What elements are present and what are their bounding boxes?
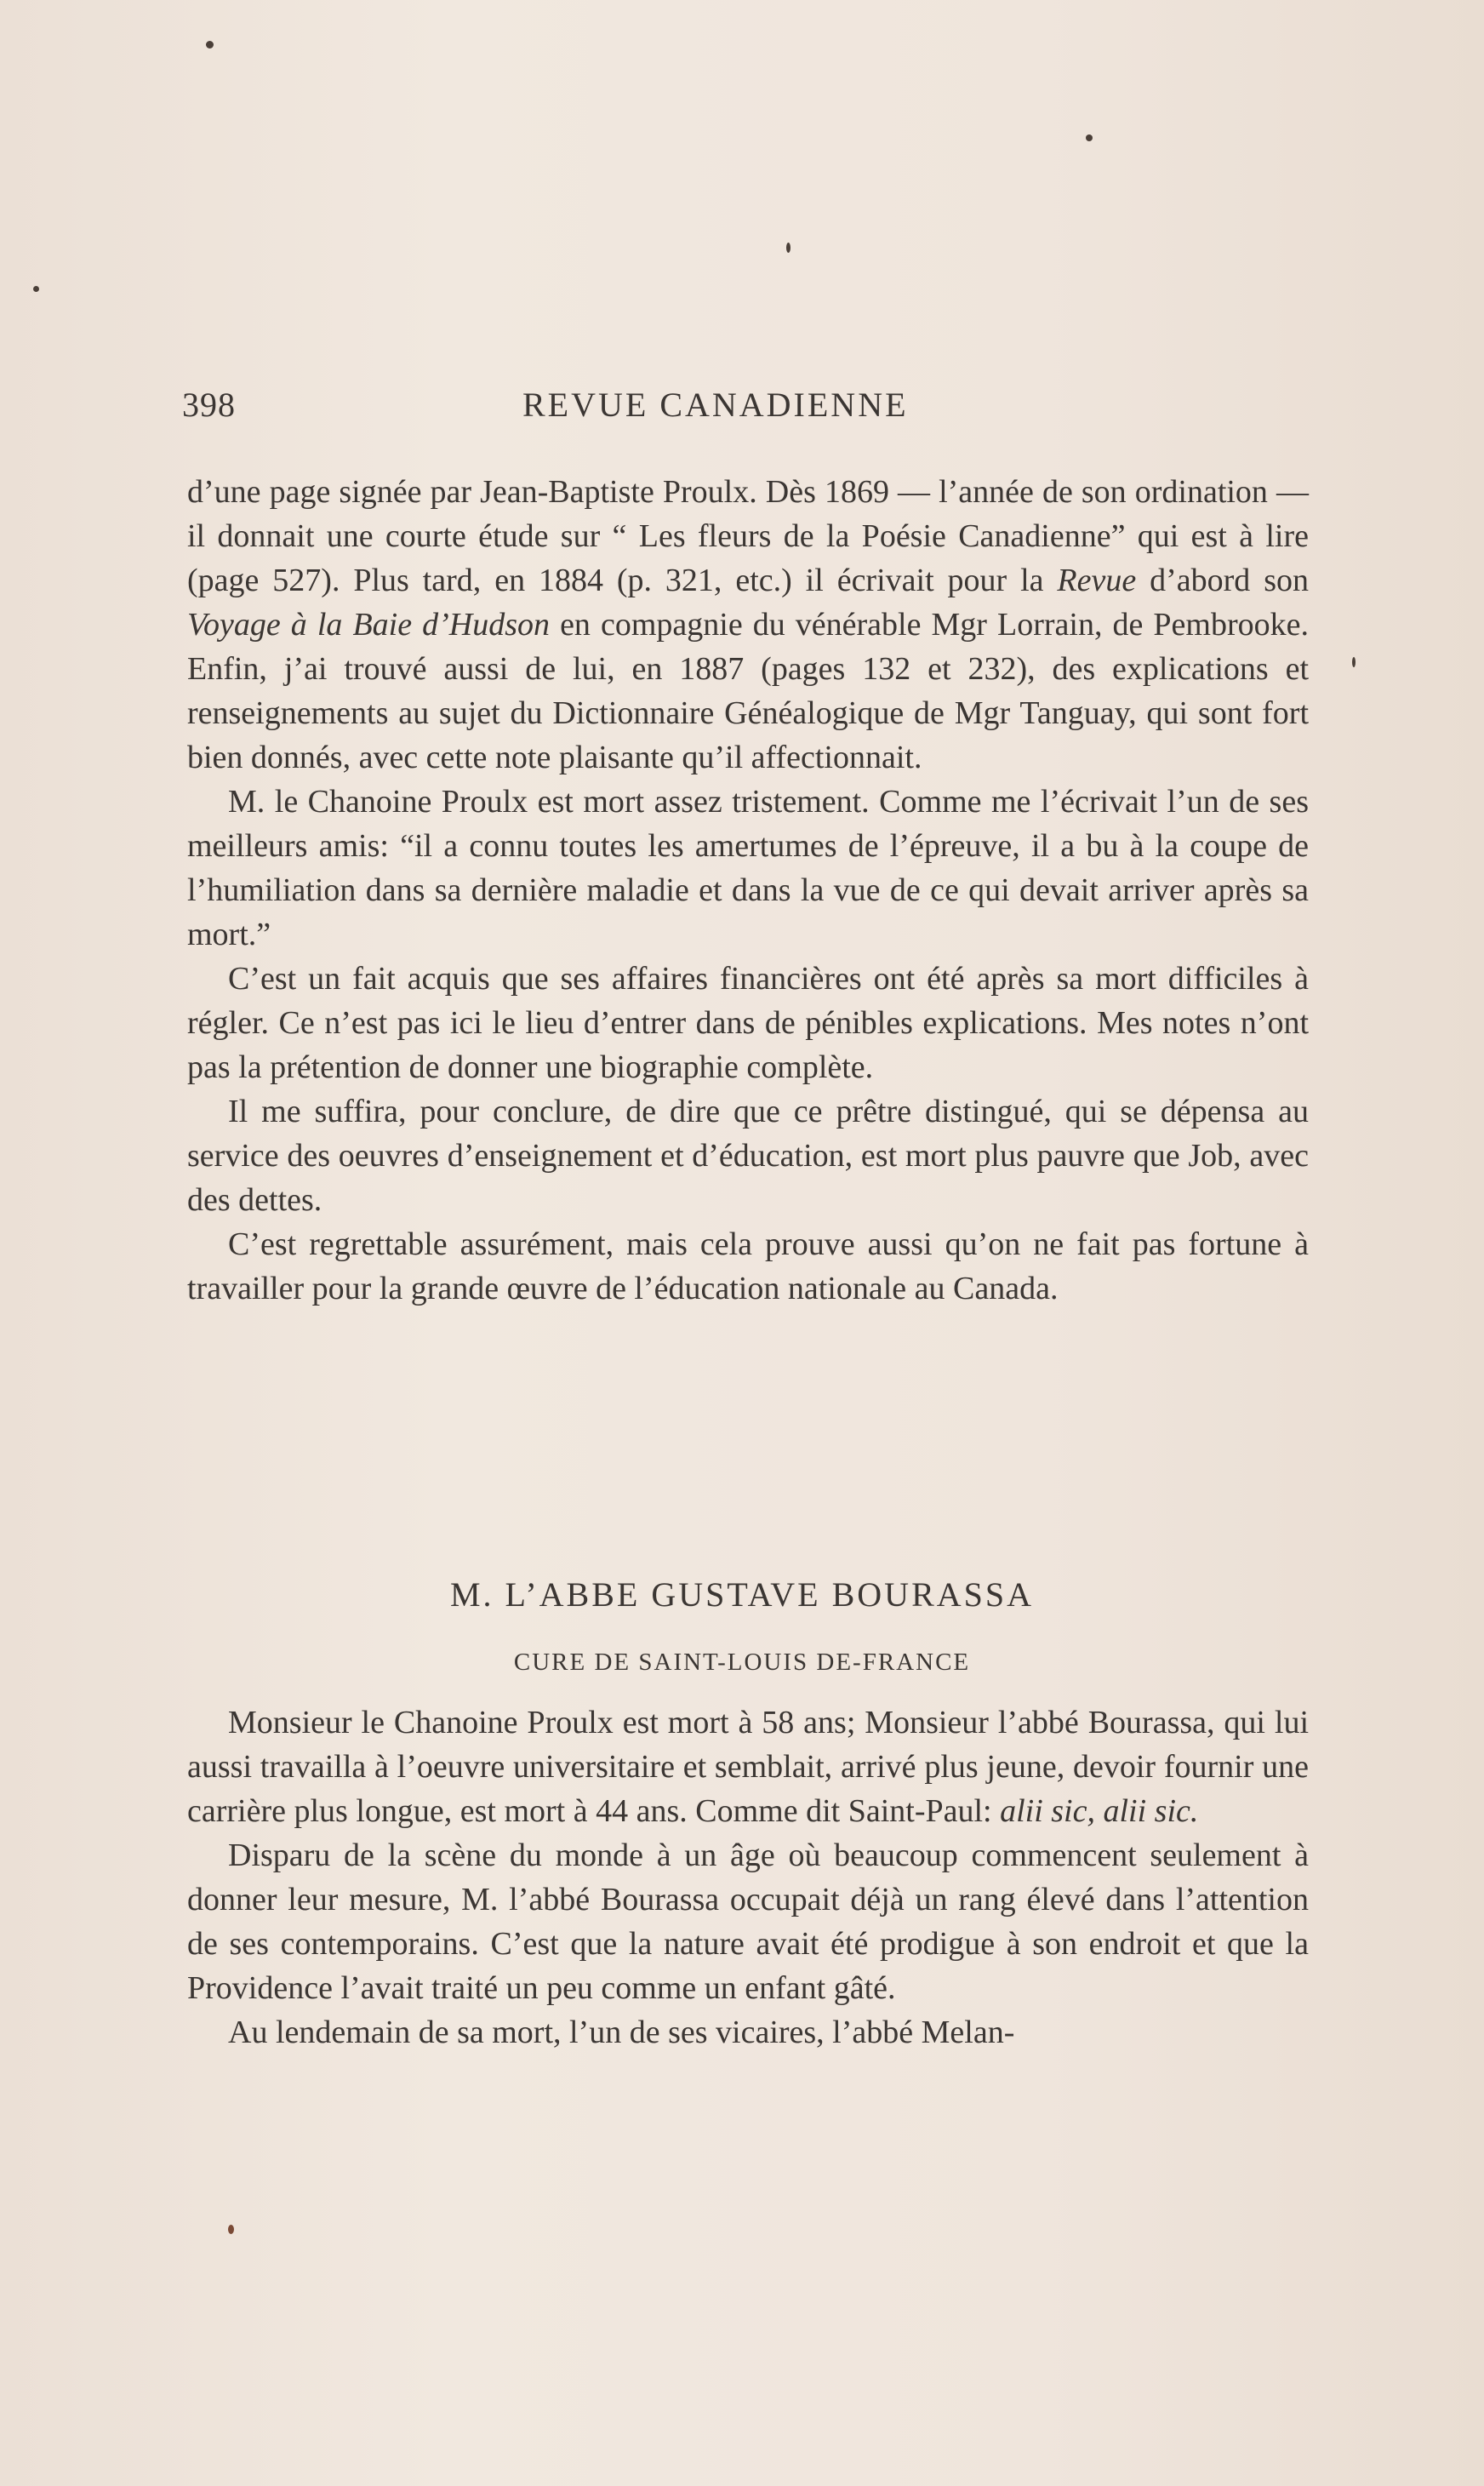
- paragraph: [187, 780, 1309, 957]
- page-header: [182, 385, 1314, 436]
- page-speck: [1352, 657, 1356, 667]
- text-run: d’une page signée par Jean-Baptiste Proulx. Dès 1869 — l’année de son ordination — il donnait une courte étude sur “ Les fleurs de la Poésie Canadienne” qui est à lire (page 527). Plus tard, en 1884 (p. 321, etc.) il écrivait pour la: [187, 474, 1309, 598]
- paragraph: [187, 957, 1309, 1089]
- paragraph: [187, 1089, 1309, 1222]
- body-text-section-2: [187, 1700, 1309, 2055]
- italic-text: alii sic, alii sic.: [1000, 1793, 1199, 1829]
- text-run: C’est regrettable assurément, mais cela prouve aussi qu’on ne fait pas fortune à travailler pour la grande œuvre de l’éducation nationale au Canada.: [187, 1226, 1309, 1306]
- paragraph: [187, 1833, 1309, 2010]
- text-run: en compagnie du vénérable Mgr Lorrain, de Pembrooke. Enfin, j’ai trouvé aussi de lui, en 1887 (pages 132 et 232), des explications et renseignements au sujet du Dictionnaire Généalogique de Mgr Tanguay, qui sont fort bien donnés, avec cette note plaisante qu’il affectionnait.: [187, 607, 1309, 775]
- body-text-section-1: [187, 470, 1309, 1311]
- text-run: Il me suffira, pour conclure, de dire que ce prêtre distingué, qui se dépensa au service des oeuvres d’enseignement et d’éducation, est mort plus pauvre que Job, avec des dettes.: [187, 1094, 1309, 1218]
- italic-text: Revue: [1057, 563, 1137, 598]
- text-run: M. le Chanoine Proulx est mort assez tristement. Comme me l’écrivait l’un de ses meilleurs amis: “il a connu toutes les amertumes de l’épreuve, il a bu à la coupe de l’humiliation dans sa dernière maladie et dans la vue de ce qui devait arriver après sa mort.”: [187, 784, 1309, 952]
- text-run: Au lendemain de sa mort, l’un de ses vicaires, l’abbé Melan-: [228, 2015, 1015, 2050]
- text-run: Monsieur le Chanoine Proulx est mort à 58 ans; Monsieur l’abbé Bourassa, qui lui aussi travailla à l’oeuvre universitaire et semblait, arrivé plus jeune, devoir fournir une carrière plus longue, est mort à 44 ans. Comme dit Saint-Paul:: [187, 1705, 1309, 1829]
- text-run: d’abord son: [1136, 563, 1310, 598]
- paragraph: [187, 1222, 1309, 1311]
- page-speck: [33, 286, 39, 292]
- text-run: Disparu de la scène du monde à un âge où beaucoup commencent seulement à donner leur mesure, M. l’abbé Bourassa occupait déjà un rang élevé dans l’attention de ses contemporains. C’est que la nature avait été prodigue à son endroit et que la Providence l’avait traité un peu comme un enfant gâté.: [187, 1837, 1309, 2006]
- running-head: REVUE CANADIENNE: [522, 386, 909, 424]
- page-speck: [206, 41, 214, 49]
- section-title: M. L’ABBE GUSTAVE BOURASSA: [449, 1575, 1035, 1614]
- section-subtitle: CURE DE SAINT-LOUIS DE-FRANCE: [513, 1649, 971, 1676]
- page-speck: [228, 2225, 234, 2234]
- paragraph: [187, 470, 1309, 780]
- page-number: 398: [182, 386, 236, 424]
- paragraph: [187, 2010, 1309, 2055]
- text-run: C’est un fait acquis que ses affaires financières ont été après sa mort difficiles à régler. Ce n’est pas ici le lieu d’entrer dans de pénibles explications. Mes notes n’ont pas la prétention de donner une biographie complète.: [187, 961, 1309, 1085]
- italic-text: Voyage à la Baie d’Hudson: [187, 607, 551, 643]
- paragraph: [187, 1700, 1309, 1833]
- page-speck: [786, 243, 791, 253]
- page-speck: [1086, 134, 1093, 141]
